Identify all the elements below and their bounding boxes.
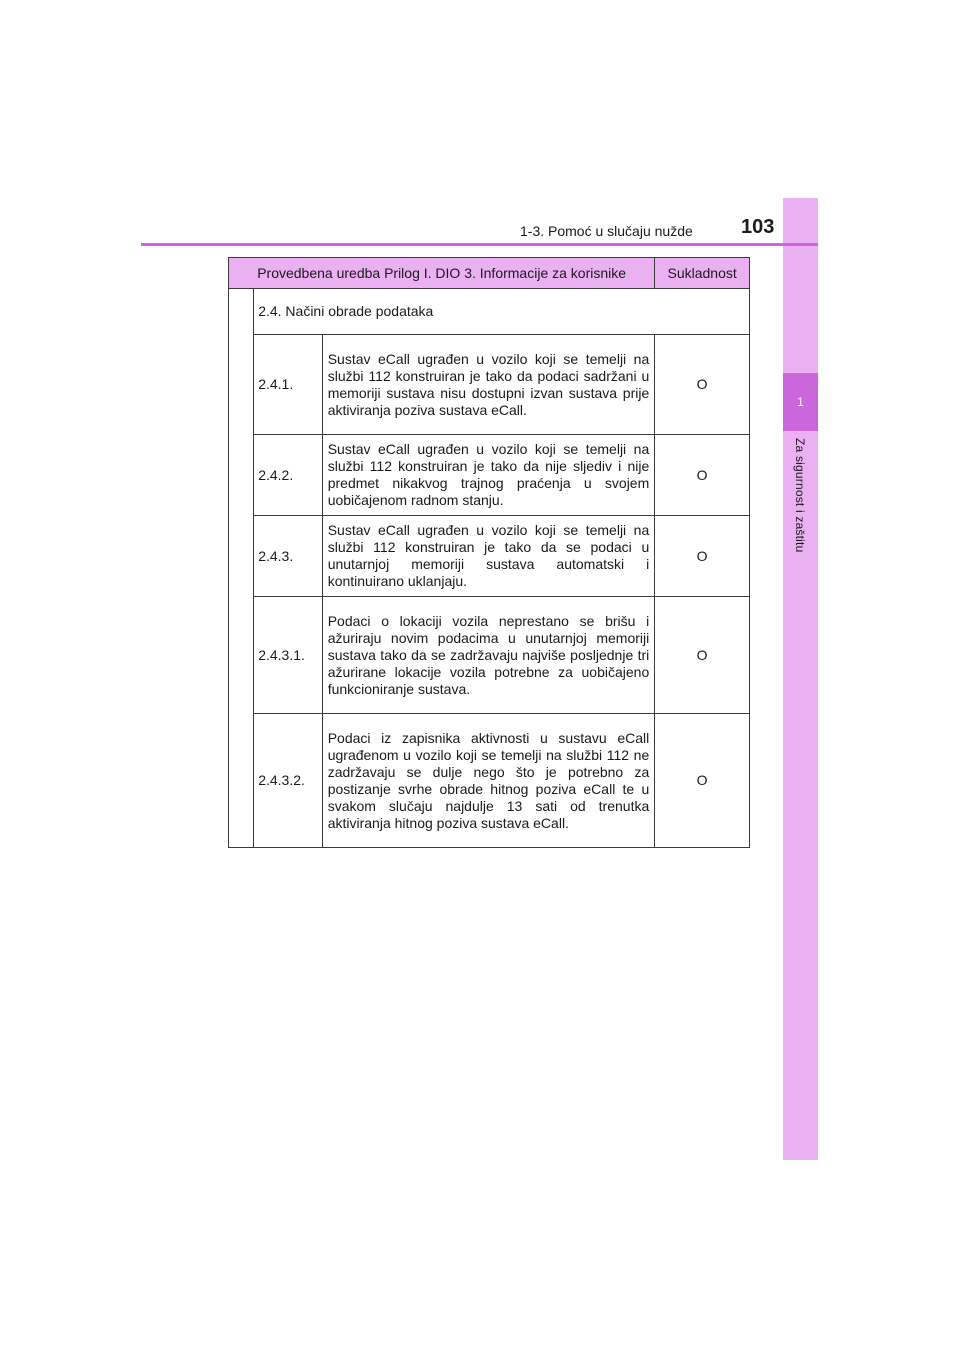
row-text: Podaci iz zapisnika aktivnosti u sustavu eCall ugrađenom u vozilo koji se temelji na službi 112 ne zadržavaju se dulje nego što je potrebno za postizanje svrhe obrade hitnog poziva eCall te u svakom slučaju najdulje 13 sati od trenutka aktiviranja hitnog poziva sustava eCall. [322, 714, 655, 848]
table-group-row [229, 289, 750, 335]
indent-cell [229, 289, 254, 848]
row-compliance: O [655, 714, 750, 848]
row-number: 2.4.3.2. [254, 714, 323, 848]
row-text: Sustav eCall ugrađen u vozilo koji se temelji na službi 112 konstruiran je tako da podaci sadržani u memoriji sustava nisu dostupni izvan sustava prije aktiviranja poziva sustava eCall. [322, 335, 655, 435]
row-compliance: O [655, 597, 750, 714]
row-compliance: O [655, 516, 750, 597]
row-number: 2.4.1. [254, 335, 323, 435]
side-tab [783, 198, 818, 1160]
row-number: 2.4.2. [254, 435, 323, 516]
spec-table [228, 257, 750, 848]
table-row [229, 714, 750, 848]
chapter-title: Za sigurnost i zaštitu [793, 438, 807, 553]
row-number: 2.4.3. [254, 516, 323, 597]
table-row [229, 597, 750, 714]
table-row [229, 335, 750, 435]
row-number: 2.4.3.1. [254, 597, 323, 714]
section-title: 1-3. Pomoć u slučaju nužde [520, 223, 693, 239]
page-number: 103 [741, 216, 775, 238]
row-compliance: O [655, 335, 750, 435]
row-text: Sustav eCall ugrađen u vozilo koji se temelji na službi 112 konstruiran je tako da nije sljediv i nije predmet nikakvog trajnog praćenja u svojem uobičajenom radnom stanju. [322, 435, 655, 516]
table-row [229, 435, 750, 516]
table-header-row [229, 258, 750, 289]
row-text: Sustav eCall ugrađen u vozilo koji se temelji na službi 112 konstruiran je tako da se podaci u unutarnjoj memoriji sustava automatski i kontinuirano uklanjaju. [322, 516, 655, 597]
row-text: Podaci o lokaciji vozila neprestano se brišu i ažuriraju novim podacima u unutarnjoj memoriji sustava tako da se zadržavaju najviše posljednje tri ažurirane lokacije vozila potrebne za uobičajeno funkcioniranje sustava. [322, 597, 655, 714]
header-rule [141, 243, 818, 246]
table-row [229, 516, 750, 597]
column-header-compliance: Sukladnost [655, 258, 750, 289]
column-header-requirement: Provedbena uredba Prilog I. DIO 3. Informacije za korisnike [229, 258, 655, 289]
group-title: 2.4. Načini obrade podataka [254, 289, 750, 335]
row-compliance: O [655, 435, 750, 516]
chapter-number-badge: 1 [783, 373, 818, 431]
